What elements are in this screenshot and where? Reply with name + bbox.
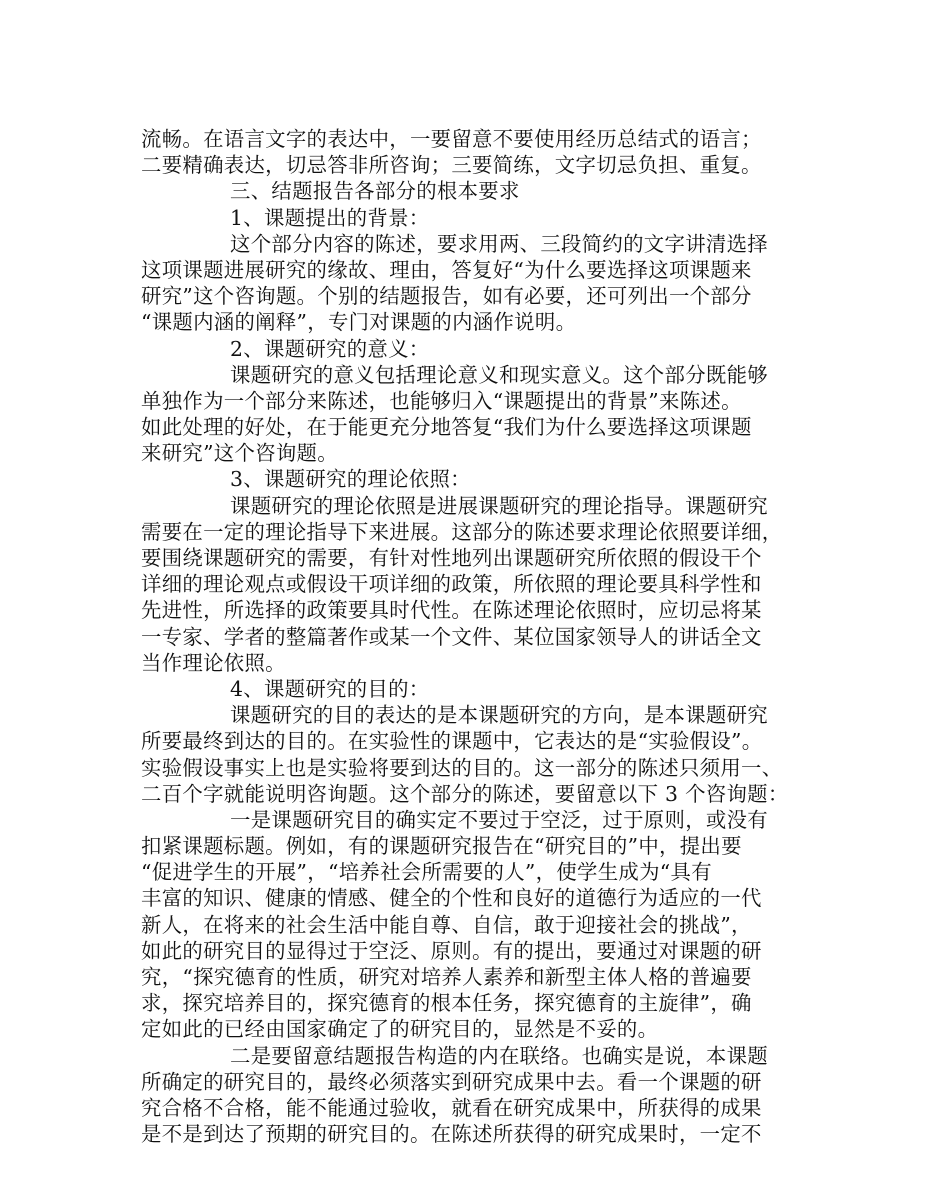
text-line: 来研究”这个咨询题。 [141,441,338,466]
text-line: 课题研究的目的表达的是本课题研究的方向，是本课题研究 [230,703,768,728]
text-line: 二要精确表达，切忌答非所咨询；三要简练，文字切忌负担、重复。 [141,153,762,178]
text-line: 要围绕课题研究的需要，有针对性地列出课题研究所依照的假设干个 [141,546,762,570]
text-line: 所确定的研究目的，最终必须落实到研究成果中去。看一个课题的研 [141,1069,762,1094]
text-line: 新人，在将来的社会生活中能自尊、自信，敢于迎接社会的挑战”， [141,912,752,937]
text-line: 丰富的知识、健康的情感、健全的个性和良好的道德行为适应的一代 [141,886,762,911]
text-line: 究合格不合格，能不能通过验收，就看在研究成果中，所获得的成果 [141,1095,762,1120]
text-line: 定如此的已经由国家确定了的研究目的，显然是不妥的。 [141,1017,659,1042]
text-line: 求，探究培养目的，探究德育的根本任务，探究德育的主旋律”，确 [141,991,752,1016]
document-body [141,126,811,1147]
text-line: 这个部分内容的陈述，要求用两、三段简约的文字讲清选择 [230,231,768,256]
text-line: 二是要留意结题报告构造的内在联络。也确实是说，本课题 [230,1043,768,1068]
text-line: 4、课题研究的目的： [230,676,430,701]
text-line: 是不是到达了预期的研究目的。在陈述所获得的研究成果时，一定不 [141,1122,762,1147]
text-line: 如此处理的好处，在于能更充分地答复“我们为什么要选择这项课题 [141,415,752,440]
text-line: 扣紧课题标题。例如，有的课题研究报告在“研究目的”中，提出要 [141,834,742,859]
text-line: 当作理论依照。 [141,650,286,675]
text-line: 一专家、学者的整篇著作或某一个文件、某位国家领导人的讲话全文 [141,624,762,649]
text-line: 研究”这个咨询题。个别的结题报告，如有必要，还可列出一个部分 [141,284,752,309]
text-line: 流畅。在语言文字的表达中，一要留意不要使用经历总结式的语言； [141,127,762,151]
text-line: 课题研究的意义包括理论意义和现实意义。这个部分既能够 [230,362,768,387]
text-line: 3、课题研究的理论依照： [230,467,471,492]
text-line: 2、课题研究的意义： [230,336,430,361]
text-line: 二百个字就能说明咨询题。这个部分的陈述，要留意以下 3 个咨询题： [141,781,789,806]
text-line: 需要在一定的理论指导下来进展。这部分的陈述要求理论依照要详细， [141,519,783,544]
text-line: “课题内涵的阐释”，专门对课题的内涵作说明。 [141,310,577,335]
text-line: 1、课题提出的背景： [230,205,430,230]
text-line: 如此的研究目的显得过于空泛、原则。有的提出，要通过对课题的研 [141,938,762,963]
text-line: 究，“探究德育的性质，研究对培养人素养和新型主体人格的普遍要 [141,965,752,989]
text-line: 实验假设事实上也是实验将要到达的目的。这一部分的陈述只须用一、 [141,755,783,780]
text-line: 单独作为一个部分来陈述，也能够归入“课题提出的背景”来陈述。 [141,388,742,413]
text-line: 一是课题研究目的确实定不要过于空泛，过于原则，或没有 [230,807,768,832]
text-line: 所要最终到达的目的。在实验性的课题中，它表达的是“实验假设”。 [141,729,763,754]
text-line: “促进学生的开展”，“培养社会所需要的人”，使学生成为“具有 [141,860,712,885]
text-line: 三、结题报告各部分的根本要求 [230,179,520,204]
text-line: 课题研究的理论依照是进展课题研究的理论指导。课题研究 [230,493,768,518]
text-line: 这项课题进展研究的缘故、理由，答复好“为什么要选择这项课题来 [141,257,752,282]
text-line: 先进性，所选择的政策要具时代性。在陈述理论依照时，应切忌将某 [141,598,762,623]
text-line: 详细的理论观点或假设干项详细的政策，所依照的理论要具科学性和 [141,572,762,597]
